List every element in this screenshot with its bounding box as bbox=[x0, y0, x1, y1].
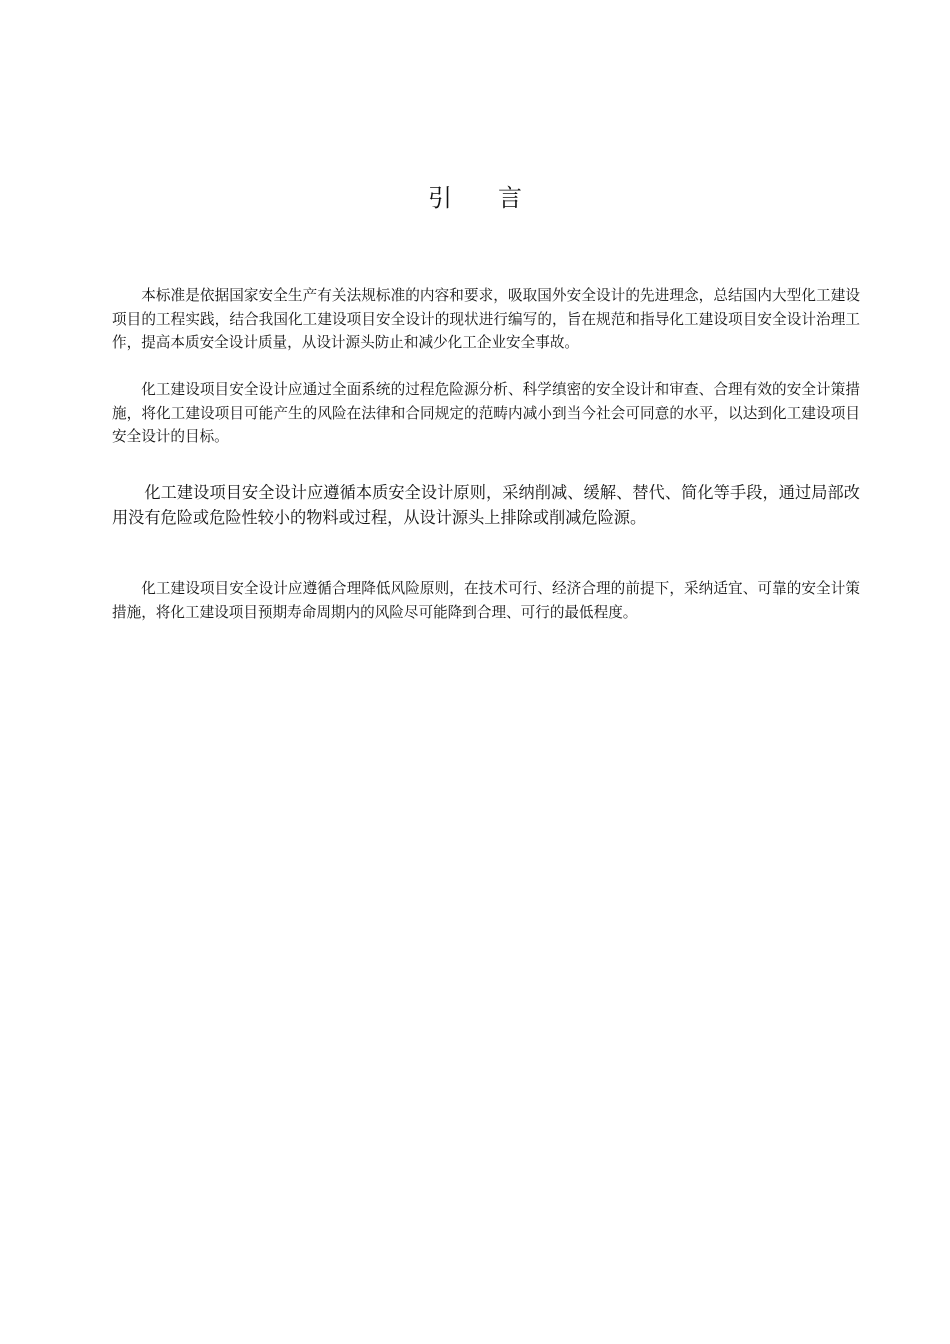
paragraph-4: 化工建设项目安全设计应遵循合理降低风险原则，在技术可行、经济合理的前提下，采纳适宜、可靠的安全计策措施，将化工建设项目预期寿命周期内的风险尽可能降到合理、可行的最低程度。 bbox=[112, 580, 860, 621]
paragraph-3: 化工建设项目安全设计应遵循本质安全设计原则，采纳削减、缓解、替代、简化等手段，通过局部改用没有危险或危险性较小的物料或过程，从设计源头上排除或削减危险源。 bbox=[112, 483, 860, 527]
paragraph-2: 化工建设项目安全设计应通过全面系统的过程危险源分析、科学缜密的安全设计和审查、合理有效的安全计策措施，将化工建设项目可能产生的风险在法律和合同规定的范畴内减小到当今社会可同意的水平，以达到化工建设项目安全设计的目标。 bbox=[112, 381, 860, 445]
paragraph-1: 本标准是依据国家安全生产有关法规标准的内容和要求，吸取国外安全设计的先进理念，总结国内大型化工建设项目的工程实践，结合我国化工建设项目安全设计的现状进行编写的，旨在规范和指导化工建设项目安全设计治理工作，提高本质安全设计质量，从设计源头防止和减少化工企业安全事故。 bbox=[112, 287, 860, 351]
page-title: 引言 bbox=[428, 184, 568, 212]
